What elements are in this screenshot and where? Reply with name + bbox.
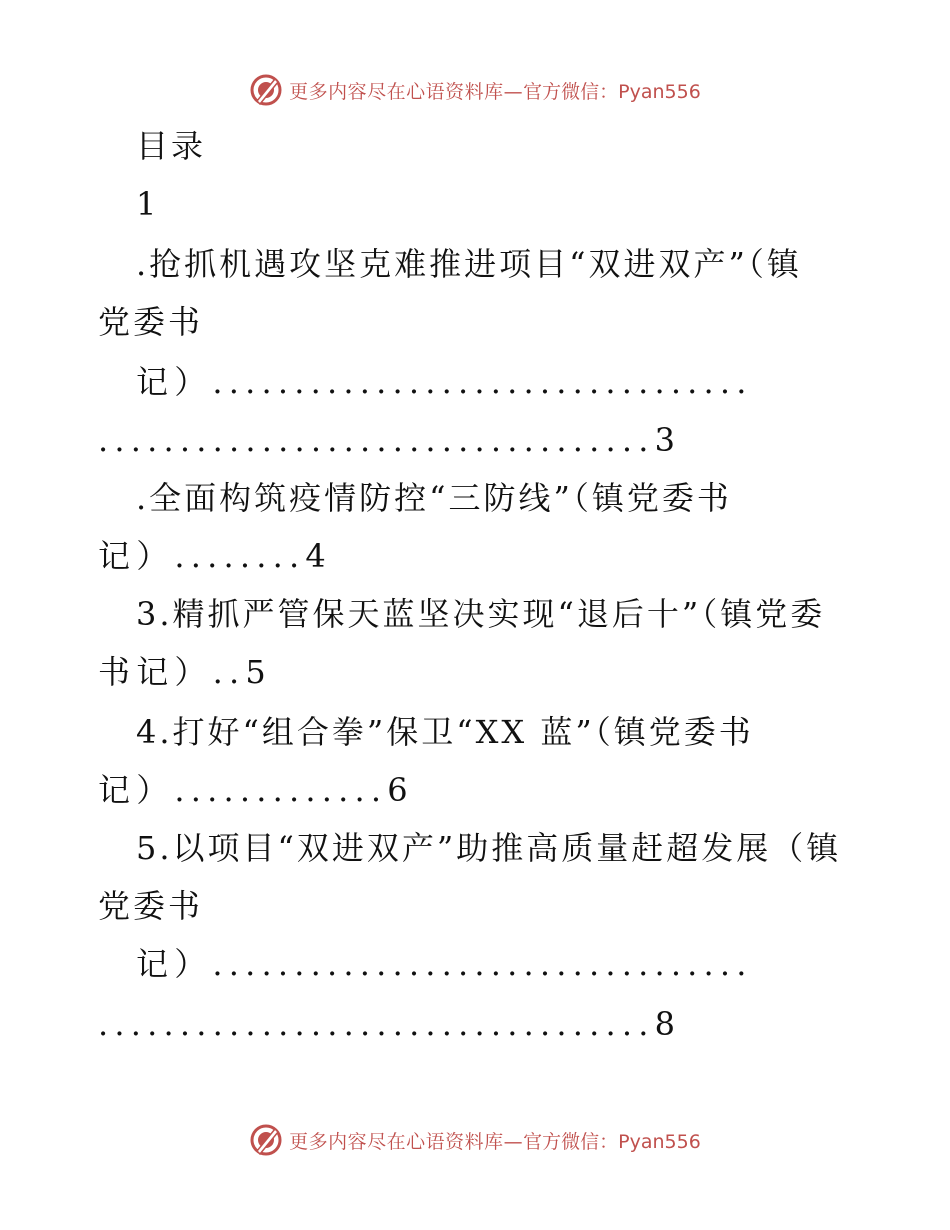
- footer-banner: [0, 1118, 950, 1162]
- toc-line: 记）.................................: [136, 363, 753, 401]
- banner-wechat: 官方微信：Pyan556: [523, 80, 701, 103]
- banner-wechat: 官方微信：Pyan556: [523, 1130, 701, 1153]
- toc-line: 记）.............6: [98, 771, 414, 809]
- toc-line: 记）........4: [98, 537, 332, 575]
- toc-line: 3.精抓严管保天蓝坚决实现“退后十”（镇党委: [136, 595, 826, 633]
- banner-text: 更多内容尽在心语资料库—: [289, 80, 524, 103]
- toc-line: .抢抓机遇攻坚克难推进项目“双进双产”（镇: [136, 245, 802, 283]
- toc-line: 5.以项目“双进双产”助推高质量赶超发展（镇: [136, 829, 842, 867]
- pen-seal-icon: [249, 1123, 283, 1157]
- toc-line: 记）.................................: [136, 945, 753, 983]
- toc-line: 4.打好“组合拳”保卫“XX 蓝”（镇党委书: [136, 713, 754, 751]
- toc-heading: 目录: [136, 127, 207, 165]
- toc-line: 1: [136, 185, 160, 223]
- pen-seal-icon: [249, 73, 283, 107]
- toc-line: 书记）..5: [98, 653, 272, 691]
- banner-text: 更多内容尽在心语资料库—: [289, 1130, 524, 1153]
- toc-line: ..................................8: [98, 1005, 682, 1043]
- toc-line: .全面构筑疫情防控“三防线”（镇党委书: [136, 479, 732, 517]
- toc-line: 党委书: [98, 887, 204, 925]
- toc-line: ..................................3: [98, 421, 682, 459]
- header-banner: [0, 68, 950, 112]
- toc-line: 党委书: [98, 303, 204, 341]
